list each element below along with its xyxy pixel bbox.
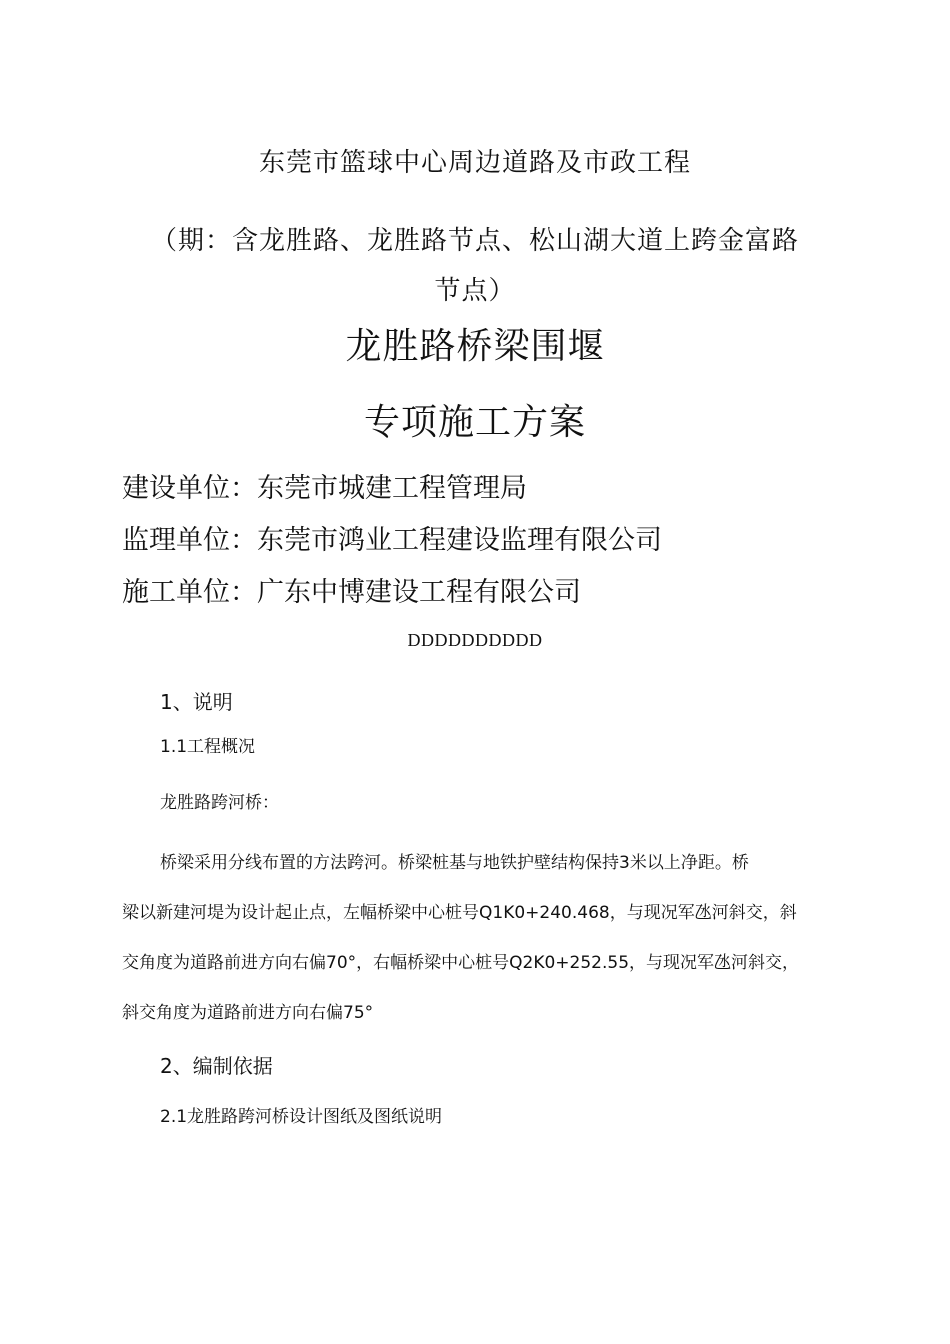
section-1-1-heading: 1.1工程概况 (160, 737, 256, 757)
paragraph-line: 交角度为道路前进方向右偏70°，右幅桥梁中心桩号Q2K0+252.55，与现况军氹河斜交， (122, 953, 800, 973)
section-2-heading: 2、编制依据 (160, 1054, 273, 1078)
unit-label: 施工单位： (122, 577, 257, 608)
document-code: DDDDDDDDDD (407, 630, 543, 650)
project-phase-line-1: （期：含龙胜路、龙胜路节点、松山湖大道上跨金富路 (150, 226, 799, 256)
bridge-label: 龙胜路跨河桥： (160, 793, 279, 813)
paragraph-line: 桥梁采用分线布置的方法跨河。桥梁桩基与地铁护壁结构保持3米以上净距。桥 (160, 853, 749, 873)
unit-label: 建设单位： (122, 473, 257, 504)
unit-row-construction-owner (122, 466, 527, 505)
unit-value: 东莞市城建工程管理局 (257, 473, 527, 504)
project-phase-line-2: 节点） (434, 276, 516, 306)
section-2-1-heading: 2.1龙胜路跨河桥设计图纸及图纸说明 (160, 1107, 443, 1127)
section-1-heading: 1、说明 (160, 690, 233, 714)
unit-row-supervisor (122, 518, 662, 557)
paragraph-line: 斜交角度为道路前进方向右偏75° (122, 1003, 374, 1023)
unit-label: 监理单位： (122, 525, 257, 556)
sub-title: 专项施工方案 (363, 402, 586, 443)
main-title: 龙胜路桥梁围堰 (345, 326, 605, 367)
unit-row-contractor (122, 570, 581, 609)
paragraph-line: 梁以新建河堤为设计起止点，左幅桥梁中心桩号Q1K0+240.468，与现况军氹河斜交，斜 (122, 903, 797, 923)
unit-value: 广东中博建设工程有限公司 (257, 577, 581, 608)
unit-value: 东莞市鸿业工程建设监理有限公司 (257, 525, 662, 556)
project-title: 东莞市篮球中心周边道路及市政工程 (258, 148, 691, 178)
